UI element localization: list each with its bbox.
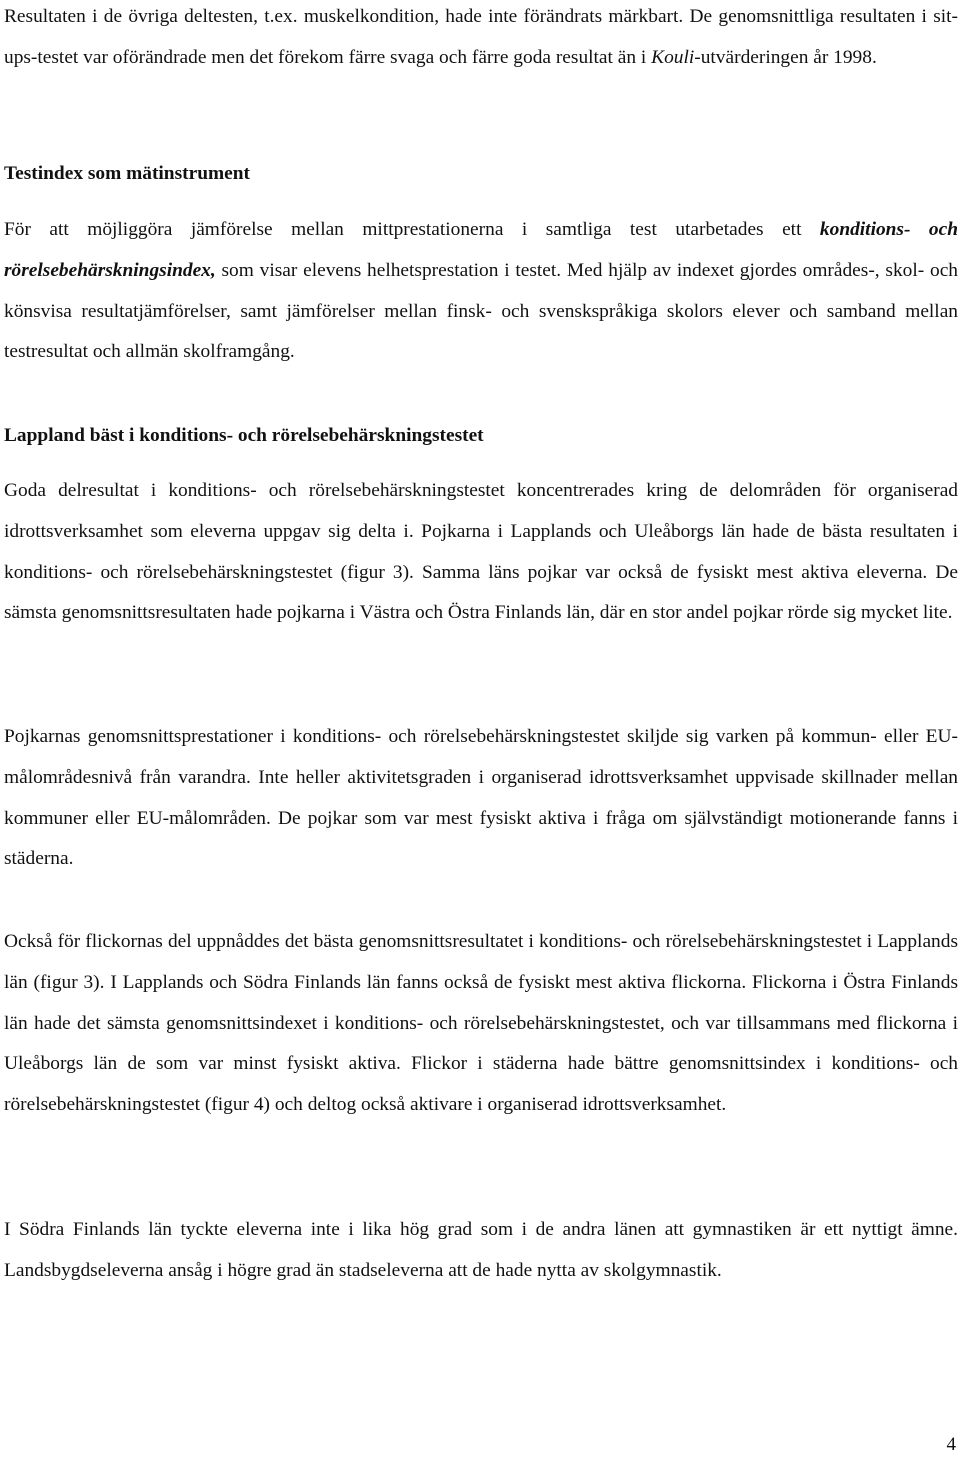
lappland-paragraph-3: Också för flickornas del uppnåddes det bästa genomsnittsresultatet i konditions- och rörelsebehärskningstestet i Lapplands län (figur 3). I Lapplands och Södra Finlands län fanns också de fysiskt mest aktiva flickorna. Flickorna i Östra Finlands län hade det sämsta genomsnittsindexet i konditions- och rörelsebehärskningstestet, och var tillsammans med flickorna i Uleåborgs län de som var minst fysiskt aktiva. Flickor i städerna hade bättre genomsnittsindex i konditions- och rörelsebehärskningstestet (figur 4) och deltog också aktivare i organiserad idrottsverksamhet. bbox=[4, 931, 958, 1116]
intro-kouli-italic: Kouli bbox=[651, 46, 695, 68]
intro-paragraph bbox=[4, 0, 958, 79]
testindex-text-a: För att möjliggöra jämförelse mellan mittprestationerna i samtliga test utarbetades ett bbox=[4, 219, 820, 240]
page-number: 4 bbox=[946, 1434, 956, 1455]
lappland-paragraph-1: Goda delresultat i konditions- och rörelsebehärskningstestet koncentrerades kring de delområden för organiserad idrottsverksamhet som eleverna uppgav sig delta i. Pojkarna i Lapplands och Uleåborgs län hade de bästa resultaten i konditions- och rörelsebehärskningstestet (figur 3). Samma läns pojkar var också de fysiskt mest aktiva eleverna. De sämsta genomsnittsresultaten hade pojkarna i Västra och Östra Finlands län, där en stor andel pojkar rörde sig mycket lite. bbox=[4, 480, 958, 624]
testindex-text-c: som visar elevens helhetsprestation i testet. Med hjälp av indexet gjordes områdes-, skol- och könsvisa resultatjämförelser, samt jämförelser mellan finsk- och svenskspråkiga skolors elever och samband mellan testresultat och allmän skolframgång. bbox=[4, 259, 958, 363]
intro-text-a: Resultaten i de övriga deltesten, t.ex. muskelkondition, hade inte förändrats märkbart. De genomsnittliga resultaten i sit-ups-testet var oförändrade men det förekom färre svaga och färre goda resultat än i bbox=[4, 6, 958, 68]
testindex-paragraph bbox=[4, 210, 958, 373]
section-heading-lappland: Lappland bäst i konditions- och rörelsebehärskningstestet bbox=[4, 425, 484, 446]
testindex-index-term: konditions- och rörelsebehärskningsindex, bbox=[4, 219, 958, 281]
lappland-paragraph-4: I Södra Finlands län tyckte eleverna inte i lika hög grad som i de andra länen att gymnastiken är ett nyttigt ämne. Landsbygdseleverna ansåg i högre grad än stadseleverna att de hade nytta av skolgymnastik. bbox=[4, 1219, 958, 1281]
intro-text-c: -utvärderingen år 1998. bbox=[694, 46, 877, 68]
section-heading-testindex: Testindex som mätinstrument bbox=[4, 163, 250, 184]
lappland-paragraph-2: Pojkarnas genomsnittsprestationer i konditions- och rörelsebehärskningstestet skiljde sig varken på kommun- eller EU-målområdesnivå från varandra. Inte heller aktivitetsgraden i organiserad idrottsverksamhet uppvisade skillnader mellan kommuner eller EU-målområden. De pojkar som var mest fysiskt aktiva i fråga om självständigt motionerande fanns i städerna. bbox=[4, 726, 958, 870]
